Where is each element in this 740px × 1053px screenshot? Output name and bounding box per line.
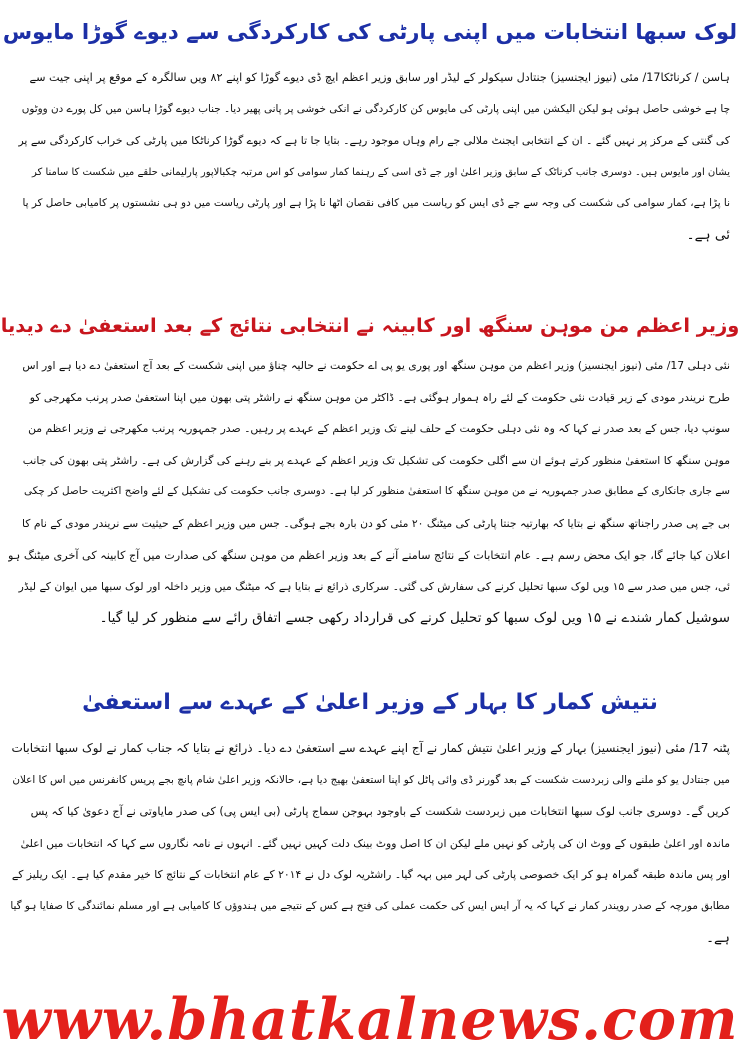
article2-line: بی جے پی صدر راجناتھ سنگھ نے بتایا کہ بھارتیہ جنتا پارٹی کی میٹنگ ۲۰ مئی کو دن بارہ بجے ہوگی۔ جس میں وزیر اعظم کے حیثیت سے نریندر مودی کے نام کا: [22, 516, 730, 530]
article1-line: ہاسن / کرناٹکا17/ مئی (نیوز ایجنسیز) جنتادل سیکولر کے لیڈر اور سابق وزیر اعظم ایچ ڈی دیوے گوڑا کو اپنے ۸۲ ویں سالگرہ کے موقع پر اپنی جیت سے: [29, 71, 730, 84]
article3-line: پٹنہ 17/ مئی (نیوز ایجنسیز) بہار کے وزیر اعلیٰ نتیش کمار نے آج اپنے عہدے سے استعفیٰ دے دیا۔ ذرائع نے بتایا کہ جناب کمار نے لوک سبھا انتخابات: [11, 741, 730, 755]
article2-body: [8, 350, 730, 634]
article3-line: کریں گے۔ دوسری جانب لوک سبھا انتخابات میں زبردست شکست کے باوجود بہوجن سماج پارٹی (بی ایس پی) کی صدر مایاوتی نے آج دعویٰ کیا کہ پس: [30, 805, 730, 819]
article2-line: سوشیل کمار شندے نے ۱۵ ویں لوک سبھا کو تحلیل کرنے کی قرارداد رکھی جسے اتفاق رائے سے منظور کر لیا گیا۔: [99, 609, 730, 626]
article2-line: طرح نریندر مودی کے زیر قیادت نئی حکومت کے لئے راہ ہموار ہوگئی ہے۔ ڈاکٹر من موہن سنگھ نے راشٹر پتی بھون میں اپنا استعفیٰ صدر پرنب مکھرجی کو: [29, 390, 730, 404]
article1-headline: لوک سبھا انتخابات میں اپنی پارٹی کی کارکردگی سے دیوے گوڑا مایوس: [2, 19, 738, 44]
article1-body: [8, 62, 730, 252]
article3-headline: نتیش کمار کا بہار کے وزیر اعلیٰ کے عہدے سے استعفیٰ: [82, 690, 658, 715]
article3-line: میں جنتادل یو کو ملنے والی زبردست شکست کے بعد گورنر ڈی وائی پاٹل کو اپنا استعفیٰ بھیج دیا ہے، حالانکہ وزیر اعلیٰ شام پانچ بجے پریس کانفرنس میں اس کا اعلان: [12, 773, 730, 786]
article3-line: ہے۔: [706, 929, 730, 946]
article2-line: موہن سنگھ کا استعفیٰ منظور کرتے ہوئے ان سے اگلی حکومت کی تشکیل تک وزیر اعظم کے عہدے پر بنے رہنے کی گزارش کی ہے۔ راشٹر پتی بھون کی جانب: [22, 453, 730, 467]
article1-line: کی گنتی کے مرکز پر نہیں گئے ۔ ان کے انتخابی ایجنٹ ملالی جے رام وہاں موجود رہے۔ بتایا جا تا ہے کہ دیوے گوڑا کرناٹکا میں پارٹی کی خراب کارکردگی سے پر: [18, 134, 730, 148]
article2-line: نئی دہلی 17/ مئی (نیوز ایجنسیز) وزیر اعظم من موہن سنگھ اور پوری یو پی اے حکومت نے حالیہ چناؤ میں اپنی شکست کے بعد آج استعفیٰ دے دیا ہے اور اس: [22, 359, 730, 372]
article2-line: سے جاری جانکاری کے مطابق صدر جمہوریہ نے من موہن سنگھ کا استعفیٰ منظور کر لیا ہے۔ دوسری جانب حکومت کی تشکیل کے لئے واضح اکثریت حاصل کر چکی: [23, 485, 730, 498]
article1-line: نا پڑا ہے، کمار سوامی کی شکست کی وجہ سے جے ڈی ایس کو ریاست میں کافی نقصان اٹھا نا پڑا ہے اور پارٹی ریاست میں دو ہی نشستوں پر کامیابی حاصل کر پا: [22, 197, 730, 210]
article1-line: یشان اور مایوس ہیں۔ دوسری جانب کرناٹک کے سابق وزیر اعلیٰ اور جے ڈی اسی کے رہنما کمار سوامی کو اس مرتبہ چکبالاپور پارلیمانی حلقے میں شکست کا سامنا کر: [32, 166, 730, 178]
article3-line: اور پس ماندہ طبقہ گمراہ ہو کر ایک خصوصی پارٹی کی لہر میں بہہ گیا۔ راشٹریہ لوک دل نے ۲۰۱۴ کے عام انتخابات کے نتائج کا خیر مقدم کیا ہے۔ ایک ریلیز کے: [11, 868, 730, 882]
article2-line: اعلان کیا جائے گا، جو ایک محض رسم ہے۔ عام انتخابات کے نتائج سامنے آنے کے بعد وزیر اعظم من موہن سنگھ کی صدارت میں آج کابینہ کی آخری میٹنگ ہو: [8, 548, 730, 562]
article1-line: ئی ہے۔: [686, 226, 730, 243]
article2-line: سونپ دیا، جس کے بعد صدر نے کہا کہ وہ نئی دہلی حکومت کے حلف لینے تک وزیر اعظم کے عہدے پر رہیں۔ صدر جمہوریہ پرنب مکھرجی نے وزیر اعظم من: [28, 422, 730, 436]
article2-line: ئی، جس میں صدر سے ۱۵ ویں لوک سبھا تحلیل کرنے کی سفارش کی گئی۔ سرکاری ذرائع نے بتایا ہے کہ میٹنگ میں وزیر داخلہ اور لوک سبھا میں ایوان کے لیڈر: [18, 580, 730, 594]
article3-line: ماندہ اور اعلیٰ طبقوں کے ووٹ ان کی پارٹی کو نہیں ملے لیکن ان کا اصل ووٹ بینک دلت کہیں نہیں گئے۔ انہوں نے نامہ نگاروں سے کہا کہ انتخابات میں اعلیٰ: [20, 836, 730, 850]
site-watermark[interactable]: www.bhatkalnews.com: [1, 986, 739, 1053]
article2-headline: وزیر اعظم من موہن سنگھ اور کابینہ نے انتخابی نتائج کے بعد استعفیٰ دے دیدیا: [0, 314, 740, 337]
article1-line: چا ہے خوشی حاصل ہوئی ہو لیکن الیکشن میں اپنی پارٹی کی مایوس کن کارکردگی نے انکی خوشی پر پانی پھیر دیا۔ جناب دیوے گوڑا ہاسن میں کل پورے دن ووٹوں: [21, 102, 730, 115]
article3-line: مطابق مورچہ کے صدر رویندر کمار نے کہا کہ یہ آر ایس ایس کی حکمت عملی کی فتح ہے کس کے نتیجے میں ہندوؤں کا کامیابی ہے اور مسلم نمائندگی کا صفایا ہو گیا: [10, 899, 730, 912]
article3-body: [8, 733, 730, 954]
